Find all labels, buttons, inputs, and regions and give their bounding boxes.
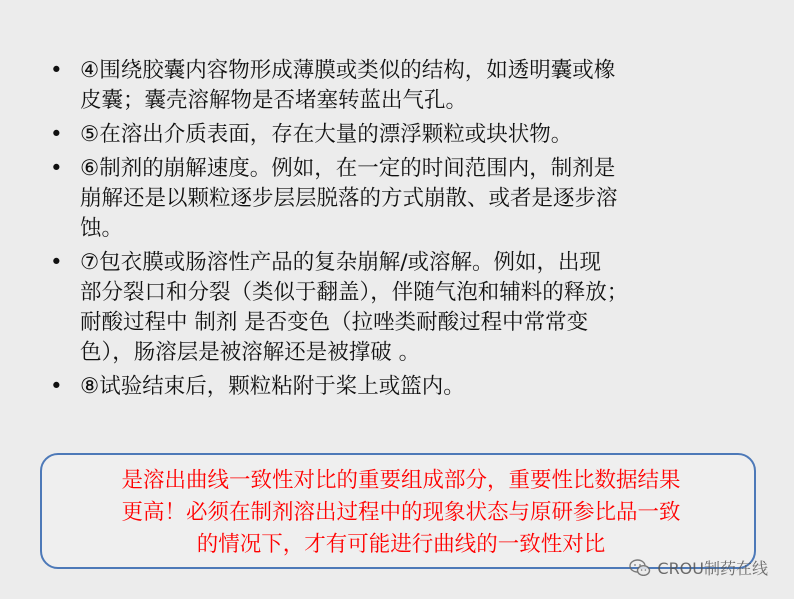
bullet-line: 色），肠溶层是被溶解还是被撑破 。 [80,340,421,365]
bullet-item [50,248,750,368]
bullet-list [50,56,750,406]
bullet-line: 部分裂口和分裂（类似于翻盖），伴随气泡和辅料的释放； [80,280,629,305]
bullet-line: ⑧试验结束后，颗粒粘附于桨上或篮内。 [80,374,465,399]
bullet-line: ④围绕胶囊内容物形成薄膜或类似的结构，如透明囊或橡 [80,58,616,83]
bullet-dot: • [50,122,63,147]
note-text [56,465,746,561]
bullet-line: 耐酸过程中 制剂 是否变色（拉唑类耐酸过程中常常变 [80,310,589,335]
bullet-dot: • [50,58,63,83]
bullet-item [50,154,750,244]
watermark [629,556,768,579]
bullet-line: ⑥制剂的崩解速度。例如，在一定的时间范围内，制剂是 [80,156,616,181]
bullet-line: ⑦包衣膜或肠溶性产品的复杂崩解/或溶解。例如，出现 [80,250,602,275]
bullet-line: 皮囊；囊壳溶解物是否堵塞转蓝出气孔。 [80,88,468,113]
bullet-dot: • [50,374,63,399]
bullet-item [50,372,750,402]
bullet-item [50,120,750,150]
bullet-dot: • [50,250,63,275]
note-box [40,453,756,569]
bullet-line: 崩解还是以颗粒逐步层层脱落的方式崩散、或者是逐步溶 [80,186,618,211]
bullet-dot: • [50,156,63,181]
note-line: 的情况下，才有可能进行曲线的一致性对比 [196,532,606,557]
watermark-text: CROU制药在线 [657,559,768,578]
bullet-item [50,56,750,116]
note-line: 是溶出曲线一致性对比的重要组成部分，重要性比数据结果 [121,468,681,493]
bullet-line: ⑤在溶出介质表面，存在大量的漂浮颗粒或块状物。 [80,122,573,147]
note-line: 更高！必须在制剂溶出过程中的现象状态与原研参比品一致 [121,500,681,525]
bullet-line: 蚀。 [80,216,124,241]
wechat-icon [629,559,651,577]
